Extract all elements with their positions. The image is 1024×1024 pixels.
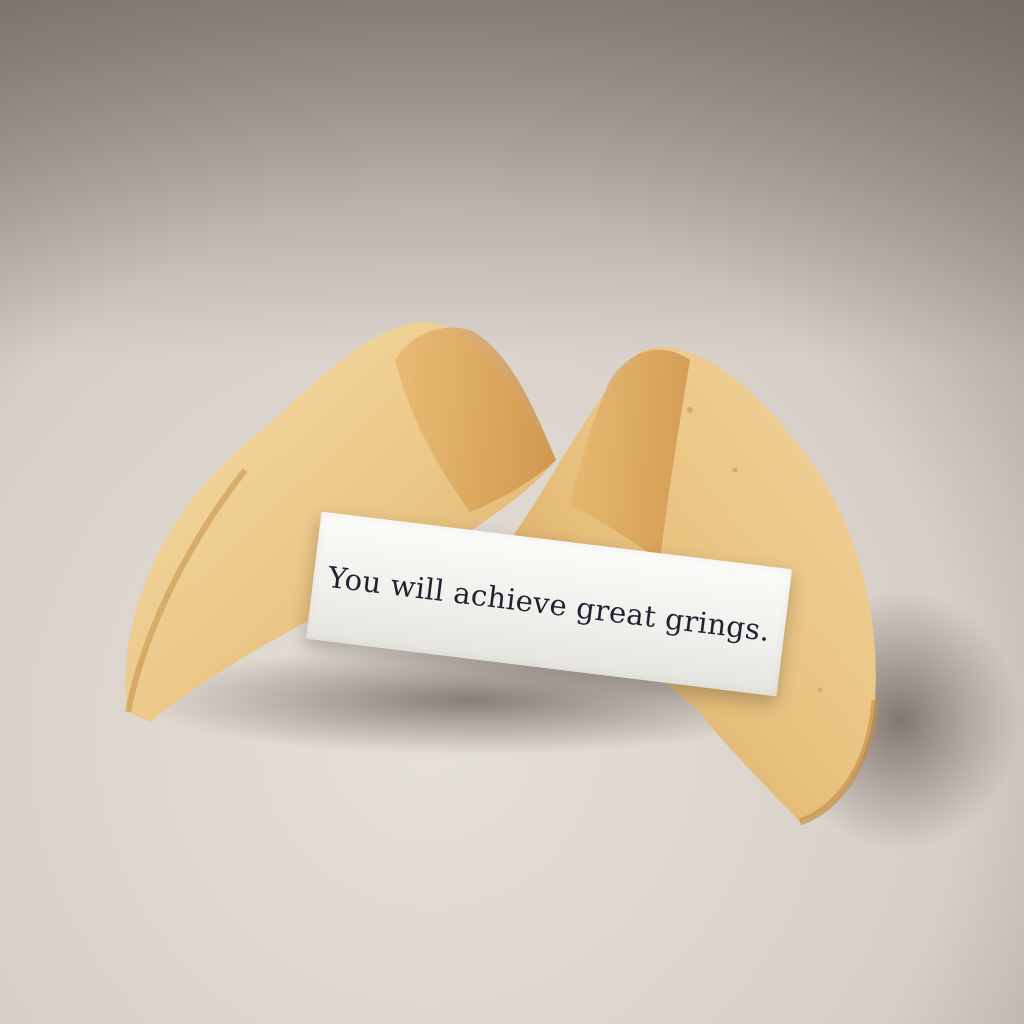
fortune-message: You will achieve great grings. bbox=[326, 560, 772, 648]
